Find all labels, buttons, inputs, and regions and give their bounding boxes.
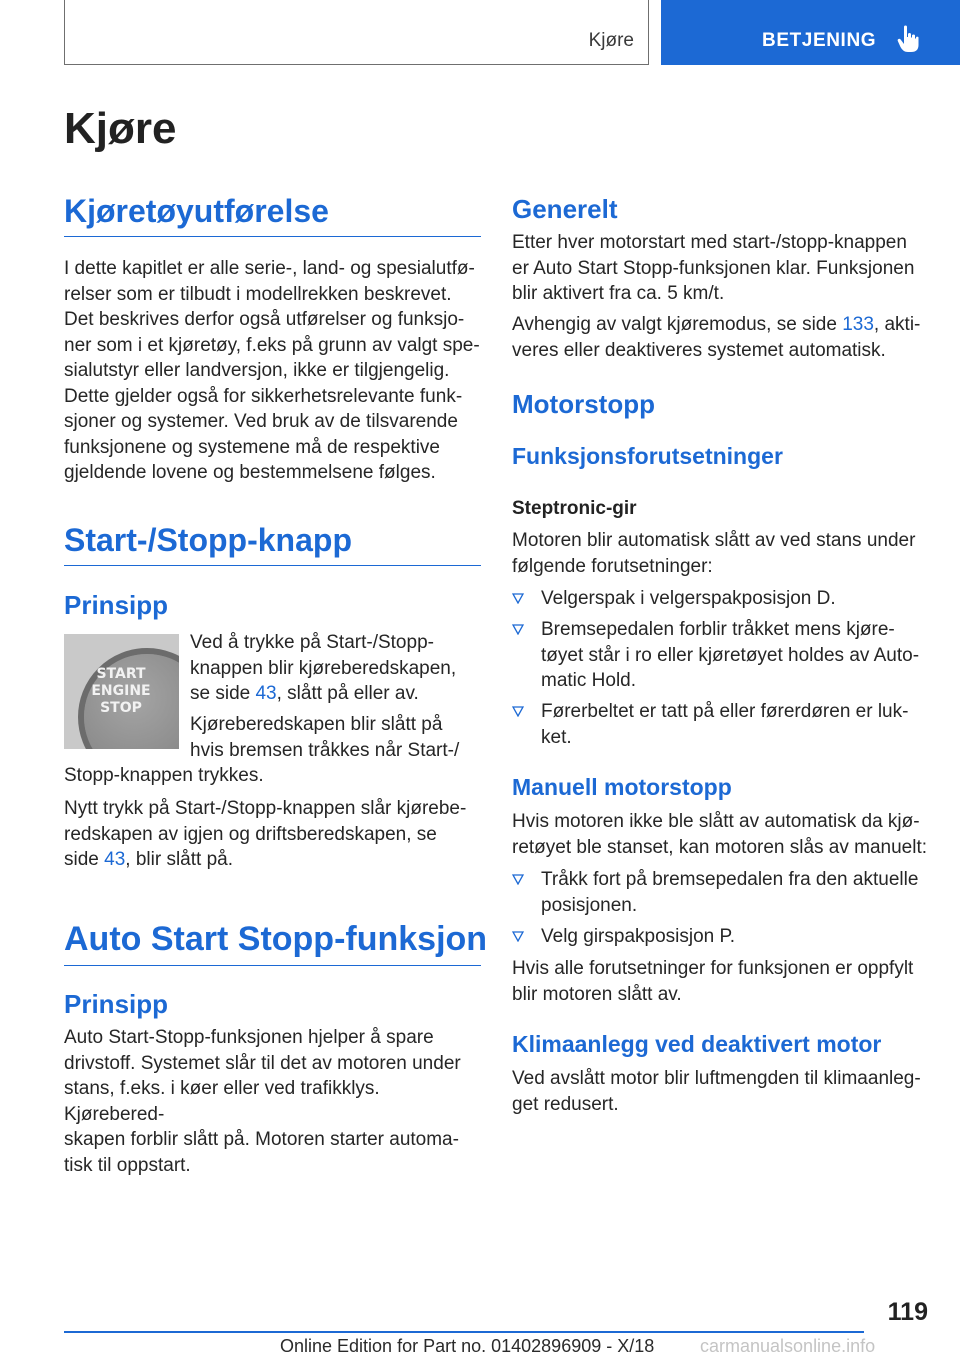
heading-function-requirements: Funksjonsforutsetninger xyxy=(512,443,783,469)
button-label-line: ENGINE xyxy=(91,683,151,699)
heading-principle-2: Prinsipp xyxy=(64,989,169,1019)
text-line: er Auto Start Stopp-funksjonen klar. Funksjonen xyxy=(512,257,915,279)
header-section-box xyxy=(64,0,649,65)
text-line: matic Hold. xyxy=(541,670,637,691)
paragraph-vehicle-equipment xyxy=(64,256,480,486)
footer-divider xyxy=(64,1331,864,1333)
text-line: retøyet ble stanset, kan motoren slås av manuelt: xyxy=(512,836,928,858)
paragraph-general-2 xyxy=(512,312,920,363)
triangle-bullet-icon xyxy=(512,706,524,717)
paragraph-general-1 xyxy=(512,230,914,307)
text-line: Førerbeltet er tatt på eller førerdøren er luk- xyxy=(541,701,909,722)
button-label-line: START xyxy=(96,666,146,682)
triangle-bullet-icon xyxy=(512,624,524,635)
paragraph-principle-1b xyxy=(190,712,481,763)
text-line: Bremsepedalen forblir tråkket mens kjøre- xyxy=(541,619,895,640)
hand-pointer-icon xyxy=(897,25,919,53)
heading-principle-1: Prinsipp xyxy=(64,590,169,620)
heading-climate-control: Klimaanlegg ved deaktivert motor xyxy=(512,1031,882,1057)
triangle-bullet-icon xyxy=(512,593,524,604)
text-line: relser som er tilbudt i modellrekken beskrevet. xyxy=(64,283,452,305)
text-line: ket. xyxy=(541,726,572,748)
text-line: redskapen av igjen og driftsberedskapen, se xyxy=(64,823,437,845)
text-line xyxy=(512,312,920,338)
paragraph-climate xyxy=(512,1066,921,1117)
text-line: I dette kapitlet er alle serie-, land- og spesialutfø- xyxy=(64,258,475,279)
text-line: Tråkk fort på bremsepedalen fra den aktuelle xyxy=(541,869,919,890)
button-label-line: STOP xyxy=(100,700,142,716)
text-line: gjeldende lovene og bestemmelsene følges. xyxy=(64,462,436,483)
heading-manual-engine-stop: Manuell motorstopp xyxy=(512,774,732,800)
text-line: sialutstyr eller landversjon, ikke er tilgjengelig. xyxy=(64,360,450,381)
text-line: funksjonene og systemene må de respektive xyxy=(64,436,440,458)
paragraph-principle-2 xyxy=(64,1025,481,1178)
text-line: følgende forutsetninger: xyxy=(512,555,713,577)
start-stop-button-image xyxy=(64,634,179,749)
text-line: tisk til oppstart. xyxy=(64,1154,191,1176)
list-item xyxy=(512,586,930,612)
page-link-43[interactable]: 43 xyxy=(104,849,126,870)
paragraph-principle-1b-cont: Stopp-knappen trykkes. xyxy=(64,765,264,786)
text-line: Nytt trykk på Start-/Stopp-knappen slår kjørebe- xyxy=(64,798,467,819)
text-line: knappen blir kjøreberedskapen, xyxy=(190,657,457,679)
text-line: hvis bremsen tråkkes når Start-/ xyxy=(190,739,460,761)
text-line: blir aktivert fra ca. 5 km/t. xyxy=(512,283,725,304)
text-line: ner som i et kjøretøy, f.eks på grunn av valgt spe- xyxy=(64,334,480,356)
page-link-43[interactable]: 43 xyxy=(255,683,277,704)
text-line: Etter hver motorstart med start-/stopp-knappen xyxy=(512,232,907,253)
text-line: Ved avslått motor blir luftmengden til klimaanleg- xyxy=(512,1068,921,1089)
text-line: skapen forblir slått på. Motoren starter automa- xyxy=(64,1129,459,1150)
text-line: tøyet står i ro eller kjøretøyet holdes av Auto- xyxy=(541,644,920,666)
text-line: drivstoff. Systemet slår til det av motoren under xyxy=(64,1052,461,1074)
footer-watermark: carmanualsonline.info xyxy=(700,1336,876,1356)
heading-start-stop-button: Start-/Stopp-knapp xyxy=(64,522,481,566)
text-line: Velgerspak i velgerspakposisjon D. xyxy=(541,588,836,609)
footer-edition-text: Online Edition for Part no. 01402896909 - X/18 xyxy=(280,1336,655,1356)
text-line: posisjonen. xyxy=(541,894,638,916)
paragraph-principle-1a xyxy=(190,630,481,707)
text-line: Auto Start-Stopp-funksjonen hjelper å spare xyxy=(64,1027,434,1048)
heading-general: Generelt xyxy=(512,194,618,224)
text-line: get redusert. xyxy=(512,1093,619,1115)
text-line: Velg girspakposisjon P. xyxy=(541,926,735,947)
text-line: Det beskrives derfor også utførelser og funksjo- xyxy=(64,309,465,330)
button-label xyxy=(86,666,156,717)
text-span: se side xyxy=(190,683,256,704)
text-line: Kjøreberedskapen blir slått på xyxy=(190,714,443,735)
heading-steptronic: Steptronic-gir xyxy=(512,498,637,519)
text-span: , slått på eller av. xyxy=(276,683,419,704)
text-line: Ved å trykke på Start-/Stopp- xyxy=(190,632,434,653)
text-line: Motoren blir automatisk slått av ved stans under xyxy=(512,530,916,551)
text-line: Hvis motoren ikke ble slått av automatisk da kjø- xyxy=(512,811,920,832)
text-line: Hvis alle forutsetninger for funksjonen er oppfylt xyxy=(512,958,914,979)
text-span: side xyxy=(64,849,105,870)
triangle-bullet-icon xyxy=(512,931,524,942)
text-span: , blir slått på. xyxy=(125,849,233,870)
text-line: sjoner og systemer. Ved bruk av de tilsvarende xyxy=(64,411,458,432)
paragraph-principle-1c xyxy=(64,796,466,873)
list-item xyxy=(512,699,930,750)
page-title: Kjøre xyxy=(64,104,177,153)
triangle-bullet-icon xyxy=(512,874,524,885)
heading-auto-start-stop: Auto Start Stopp-funksjon xyxy=(64,920,481,966)
list-item xyxy=(512,924,930,950)
text-span: Avhengig av valgt kjøremodus, se side xyxy=(512,314,843,335)
paragraph-manual xyxy=(512,809,927,860)
page-number: 119 xyxy=(887,1298,928,1326)
header-chapter-label: BETJENING xyxy=(762,30,877,51)
list-item xyxy=(512,617,930,694)
text-span: , akti- xyxy=(873,314,921,335)
text-line xyxy=(190,681,481,707)
text-line: blir motoren slått av. xyxy=(512,983,682,1005)
paragraph-steptronic xyxy=(512,528,915,579)
text-line xyxy=(64,847,466,873)
text-line: veres eller deaktiveres systemet automatisk. xyxy=(512,339,886,361)
page-link-133[interactable]: 133 xyxy=(842,314,874,335)
heading-vehicle-equipment: Kjøretøyutførelse xyxy=(64,193,481,237)
text-line: stans, f.eks. i køer eller ved trafikklys. Kjørebered- xyxy=(64,1078,380,1125)
header-chapter-box xyxy=(661,0,960,65)
paragraph-manual-2 xyxy=(512,956,913,1007)
header-section-label: Kjøre xyxy=(588,30,634,51)
list-item xyxy=(512,867,930,918)
text-line: Dette gjelder også for sikkerhetsrelevante funk- xyxy=(64,385,463,407)
heading-engine-stop: Motorstopp xyxy=(512,389,655,419)
